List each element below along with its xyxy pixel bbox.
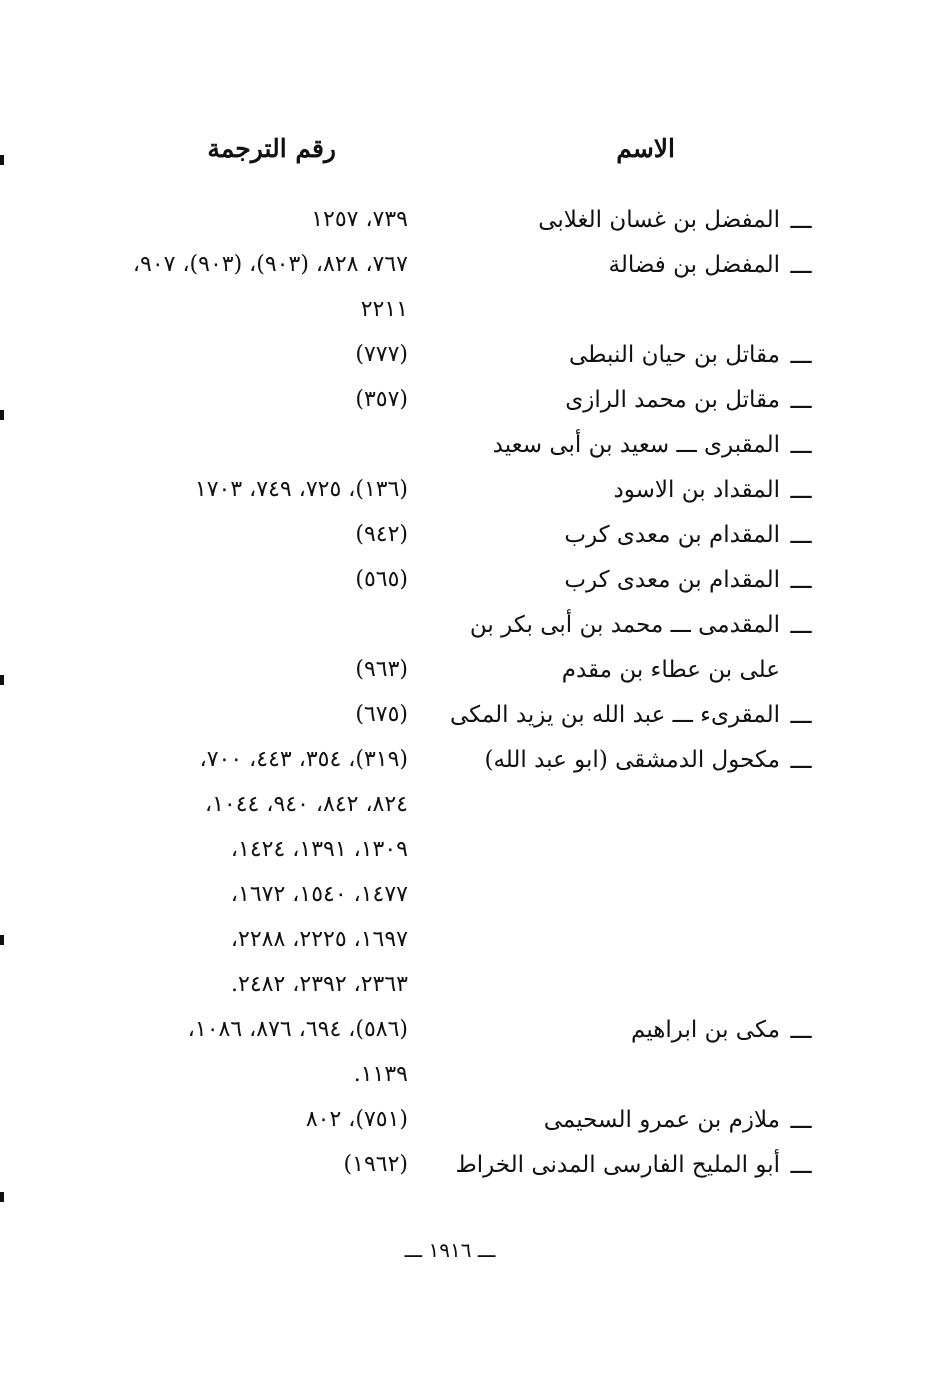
index-entry-row xyxy=(0,1145,938,1189)
entry-name: المقبرى ـــ سعيد بن أبى سعيد xyxy=(492,432,780,458)
entry-dash: ـــ xyxy=(790,1016,812,1044)
entry-name: المقرىء ـــ عبد الله بن يزيد المكى xyxy=(449,702,780,728)
index-entry-row xyxy=(0,875,938,919)
entry-dash: ـــ xyxy=(790,206,812,234)
entry-biography-numbers: ٧٦٧، ٨٢٨، (٩٠٣)، (٩٠٣)، ٩٠٧، xyxy=(132,252,408,277)
entry-biography-numbers: ١٤٧٧، ١٥٤٠، ١٦٧٢، xyxy=(230,882,408,907)
index-entry-row xyxy=(0,515,938,559)
index-entry-row xyxy=(0,830,938,874)
entry-name: مقاتل بن محمد الرازى xyxy=(565,387,780,413)
index-entry-row xyxy=(0,335,938,379)
column-header-number: رقم الترجمة xyxy=(207,134,336,163)
index-entry-row xyxy=(0,740,938,784)
index-entry-row xyxy=(0,605,938,649)
entry-biography-numbers: (٩٦٣) xyxy=(355,657,408,682)
entry-name: مكحول الدمشقى (ابو عبد الله) xyxy=(484,747,780,773)
entry-dash: ـــ xyxy=(790,341,812,369)
entry-name: مكى بن ابراهيم xyxy=(631,1017,780,1043)
entry-dash: ـــ xyxy=(790,431,812,459)
entry-biography-numbers: ٧٣٩، ١٢٥٧ xyxy=(311,207,408,232)
index-entry-row xyxy=(0,470,938,514)
entry-biography-numbers: (١٣٦)، ٧٢٥، ٧٤٩، ١٧٠٣ xyxy=(194,477,408,502)
index-entry-row xyxy=(0,965,938,1009)
scan-edge-mark xyxy=(0,675,4,685)
column-header-name: الاسم xyxy=(616,134,675,163)
index-entry-row xyxy=(0,380,938,424)
index-entry-row xyxy=(0,650,938,694)
entry-name: على بن عطاء بن مقدم xyxy=(561,657,780,683)
entry-name: المقدام بن معدى كرب xyxy=(564,522,780,548)
entry-name: المقدام بن معدى كرب xyxy=(564,567,780,593)
entry-biography-numbers: (٦٧٥) xyxy=(355,702,408,727)
entry-name: مقاتل بن حيان النبطى xyxy=(569,342,780,368)
entry-dash: ـــ xyxy=(790,521,812,549)
entry-biography-numbers: ٢٢١١ xyxy=(360,297,408,322)
entry-biography-numbers: ١٦٩٧، ٢٢٢٥، ٢٢٨٨، xyxy=(230,927,408,952)
index-entry-row xyxy=(0,200,938,244)
index-entry-row xyxy=(0,425,938,469)
entry-biography-numbers: (٥٨٦)، ٦٩٤، ٨٧٦، ١٠٨٦، xyxy=(187,1017,408,1042)
entry-dash: ـــ xyxy=(790,386,812,414)
entry-dash: ـــ xyxy=(790,746,812,774)
entry-dash: ـــ xyxy=(790,701,812,729)
entry-biography-numbers: ١٣٠٩، ١٣٩١، ١٤٢٤، xyxy=(230,837,408,862)
scan-edge-mark xyxy=(0,1192,4,1202)
entry-dash: ـــ xyxy=(790,611,812,639)
scan-edge-mark xyxy=(0,155,4,165)
index-entry-row xyxy=(0,1010,938,1054)
index-entry-row xyxy=(0,785,938,829)
entry-biography-numbers: (٧٥١)، ٨٠٢ xyxy=(305,1107,408,1132)
entry-dash: ـــ xyxy=(790,1151,812,1179)
index-entry-row xyxy=(0,245,938,289)
entry-dash: ـــ xyxy=(790,251,812,279)
entry-dash: ـــ xyxy=(790,1106,812,1134)
entry-name: المفضل بن غسان الغلابى xyxy=(538,207,780,233)
entry-biography-numbers: (٣١٩)، ٣٥٤، ٤٤٣، ٧٠٠، xyxy=(199,747,408,772)
entry-biography-numbers: (٥٦٥) xyxy=(355,567,408,592)
index-entry-row xyxy=(0,695,938,739)
index-entry-row xyxy=(0,920,938,964)
entry-biography-numbers: (٩٤٢) xyxy=(355,522,408,547)
entry-biography-numbers: ٨٢٤، ٨٤٢، ٩٤٠، ١٠٤٤، xyxy=(204,792,408,817)
entry-name: المفضل بن فضالة xyxy=(608,252,780,278)
index-entry-row xyxy=(0,290,938,334)
entry-biography-numbers: ٢٣٦٣، ٢٣٩٢، ٢٤٨٢. xyxy=(231,972,408,997)
index-entry-row xyxy=(0,1055,938,1099)
entry-biography-numbers: (٧٧٧) xyxy=(355,342,408,367)
page-number: ـــ ١٩١٦ ـــ xyxy=(404,1238,496,1262)
entry-name: المقدمى ـــ محمد بن أبى بكر بن xyxy=(469,612,780,638)
scan-edge-mark xyxy=(0,935,4,945)
index-entry-row xyxy=(0,560,938,604)
entry-name: أبو المليح الفارسى المدنى الخراط xyxy=(455,1152,780,1178)
entry-biography-numbers: (١٩٦٢) xyxy=(343,1152,408,1177)
entry-biography-numbers: ١١٣٩. xyxy=(353,1062,408,1087)
index-entry-row xyxy=(0,1100,938,1144)
entry-dash: ـــ xyxy=(790,566,812,594)
entry-name: المقداد بن الاسود xyxy=(613,477,780,503)
entry-biography-numbers: (٣٥٧) xyxy=(355,387,408,412)
entry-dash: ـــ xyxy=(790,476,812,504)
entry-name: ملازم بن عمرو السحيمى xyxy=(543,1107,780,1133)
scan-edge-mark xyxy=(0,410,4,420)
